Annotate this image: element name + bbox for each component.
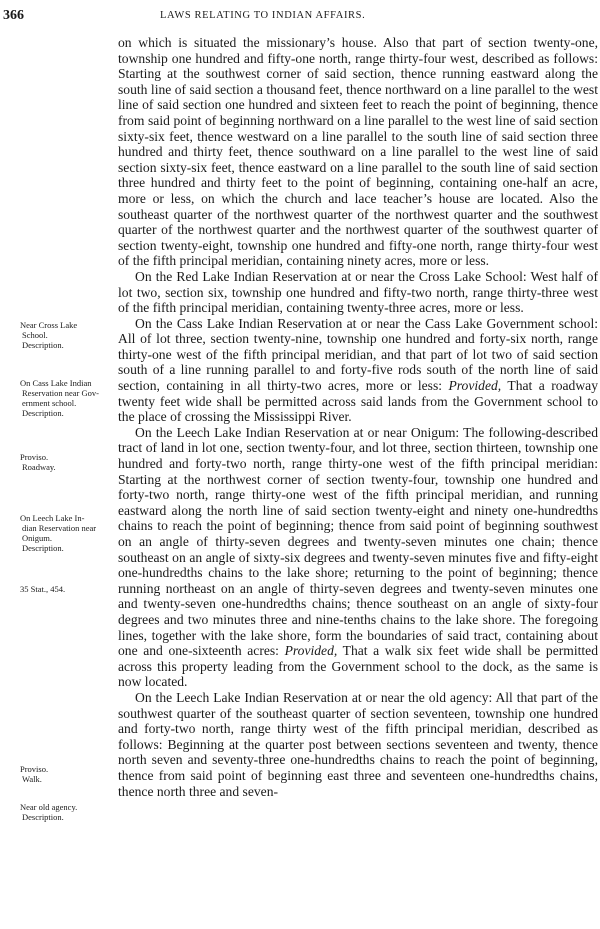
margin-note-proviso-roadway [20,452,118,472]
margin-note-line: Description. [22,340,64,350]
margin-note-line: Description. [22,812,64,822]
margin-note-line: Description. [22,543,64,553]
proviso-word: Provided, [284,643,338,659]
margin-note-line: Description. [22,408,64,418]
margin-note-line: Walk. [22,774,42,784]
paragraph-text: On the Cass Lake Indian Reservation at or near the Cass Lake Government school: All of lot three, section twenty-nine, township one hundred and forty-six north, range thirty-one west of the fifth principal meridian, and that part of lot two of said section south of a line running parallel to and forty-five rods south of the north line of said section, containing in all thirty-two acres, more or less: [118,315,598,394]
margin-note-line: 35 Stat., 454. [20,584,66,594]
margin-note-line: Roadway. [22,462,56,472]
margin-note-line: Near old agency. [20,802,78,812]
margin-note-proviso-walk [20,764,118,784]
margin-note-line: Reservation near Gov- [22,388,99,398]
margin-note-cross-lake [20,320,118,350]
margin-note-line: On Leech Lake In- [20,513,85,523]
margin-note-line: Onigum. [22,533,52,543]
running-head: LAWS RELATING TO INDIAN AFFAIRS. [160,10,366,21]
paragraph-onigum [118,425,598,690]
margin-note-cass-lake [20,378,118,418]
page-header [0,8,600,24]
margin-note-old-agency [20,802,118,822]
page-number: 366 [3,8,24,23]
margin-note-line: School. [22,330,48,340]
paragraph-cass-lake [118,316,598,425]
body-text [118,35,598,799]
margin-note-line: Proviso. [20,764,49,774]
paragraph-text: That a walk six feet wide shall be permitted across this property leading from the Government school to the dock, as the same is now located. [118,643,599,690]
paragraph-cross-lake: On the Red Lake Indian Reservation at or near the Cross Lake School: West half of lot two, section six, township one hundred and fifty-two north, range thirty-three west of the fifth principal meridian, containing twenty-three acres, more or less. [118,268,598,316]
margin-note-line: dian Reservation near [22,523,97,533]
margin-note-line: Near Cross Lake [20,320,78,330]
paragraph-text: That a roadway twenty feet wide shall be permitted across said lands from the Government school to the place of crossing the Mississippi River. [118,378,599,425]
paragraph-text: On the Leech Lake Indian Reservation at or near Onigum: The following-described tract of land in lot one, section twenty-four, and lot three, section thirteen, township one hundred and forty-two north, range thirty-one west of the fifth principal meridian: Starting at the northwest corner of section twenty-four, township one hundred and forty-two north, range thirty-one west of the fifth principal meridian, and running eastward along the north line of said section twenty-eight and ninety one-hundredths chains to reach the point of beginning; thence from said point of beginning southwest on an angle of thirty-seven degrees and twenty-seven minutes one chain; thence southeast on an angle of sixty-six degrees and twenty-seven minutes five and fifty-eight one-hundredths chains to the lake shore; returning to the point of beginning; thence running northeast on an angle of thirty-seven degrees and twenty-seven minutes one and twenty-seven one-hundredths chains; thence southeast on an angle of sixty-four degrees and two minutes three and nine-tenths chains to the lake shore. The foregoing lines, together with the lake shore, form the boundaries of said tract, containing about one and one-sixteenth acres: [118,424,598,659]
margin-note-line: On Cass Lake Indian [20,378,92,388]
paragraph-old-agency: On the Leech Lake Indian Reservation at or near the old agency: All that part of the southwest quarter of the southeast quarter of section seventeen, township one hundred and forty-two north, range thirty west of the fifth principal meridian, described as follows: Beginning at the quarter post between sections seventeen and twenty, thence north seven and seventy-three one-hundredths chains to reach the point of beginning, thence from said point of beginning east three and seventeen one-hundredths chains, thence north three and seven- [118,689,598,799]
paragraph-continued: on which is situated the missionary’s house. Also that part of section twenty-one, township one hundred and fifty-one north, range thirty-four west, described as follows: Starting at the southwest corner of said section, thence running eastward along the south line of said section a thousand feet, thence northward on a line parallel to the west line of said section one hundred and sixteen feet to reach the point of beginning, thence from said point of beginning northward on a line parallel to the west line of said section sixty-six feet, thence westward on a line parallel to the south line of said section three hundred and thirty feet, thence southward on a line parallel to the west line of said section sixty-six feet, thence eastward on a line parallel to the south line of said section three hundred and thirty feet to the point of beginning, containing one-half an acre, more or less, on which the church and lace teacher’s house are located. Also the southeast quarter of the northwest quarter of the northwest quarter and the southwest quarter of the northwest quarter and the northwest quarter of the southwest quarter of section twenty-eight, township one hundred and fifty-one north, range thirty-four west of the fifth principal meridian, containing ninety acres, more or less. [118,35,598,269]
proviso-word: Provided, [448,378,502,394]
margin-note-line: Proviso. [20,452,49,462]
margin-note-leech-lake-onigum [20,513,118,553]
margin-note-line: ernment school. [22,398,77,408]
margin-note-statute-ref [20,584,118,594]
